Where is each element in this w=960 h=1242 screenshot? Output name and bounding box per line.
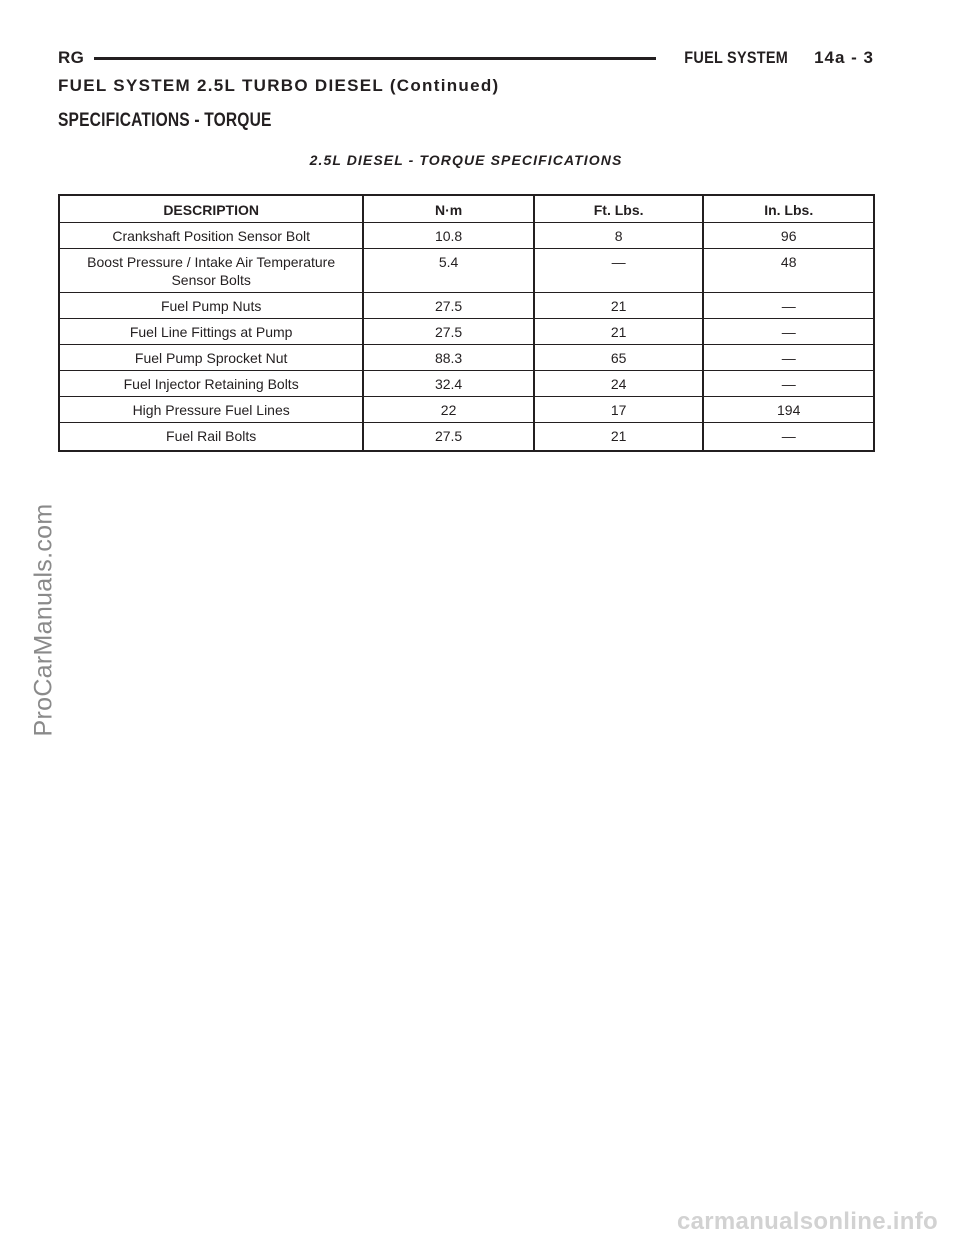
cell-ft-lbs: 21 <box>534 319 704 345</box>
col-header-in-lbs: In. Lbs. <box>703 195 874 223</box>
table-caption: 2.5L DIESEL - TORQUE SPECIFICATIONS <box>309 152 623 168</box>
cell-ft-lbs: 8 <box>534 223 704 249</box>
cell-description: Fuel Pump Sprocket Nut <box>59 345 363 371</box>
cell-nm: 88.3 <box>363 345 534 371</box>
spec-section-title: SPECIFICATIONS - TORQUE <box>58 110 272 131</box>
cell-ft-lbs: 21 <box>534 293 704 319</box>
cell-nm: 22 <box>363 397 534 423</box>
cell-nm: 32.4 <box>363 371 534 397</box>
header-rule <box>94 57 656 60</box>
cell-ft-lbs: 65 <box>534 345 704 371</box>
col-header-description: DESCRIPTION <box>59 195 363 223</box>
cell-in-lbs: — <box>703 345 874 371</box>
cell-nm: 27.5 <box>363 293 534 319</box>
cell-description: Fuel Injector Retaining Bolts <box>59 371 363 397</box>
cell-description: Fuel Pump Nuts <box>59 293 363 319</box>
cell-in-lbs: — <box>703 293 874 319</box>
table-row <box>59 345 874 371</box>
cell-description: Fuel Line Fittings at Pump <box>59 319 363 345</box>
continued-title: FUEL SYSTEM 2.5L TURBO DIESEL (Continued) <box>58 76 500 95</box>
cell-ft-lbs: 21 <box>534 423 704 452</box>
cell-in-lbs: 194 <box>703 397 874 423</box>
cell-nm: 5.4 <box>363 249 534 293</box>
cell-description: Fuel Rail Bolts <box>59 423 363 452</box>
table-row <box>59 223 874 249</box>
table-row <box>59 249 874 293</box>
table-row <box>59 397 874 423</box>
page-header <box>58 44 874 72</box>
cell-description: High Pressure Fuel Lines <box>59 397 363 423</box>
cell-ft-lbs: — <box>534 249 704 293</box>
side-watermark: ProCarManuals.com <box>29 503 58 737</box>
footer-watermark: carmanualsonline.info <box>676 1208 938 1235</box>
torque-spec-table <box>58 194 875 452</box>
cell-ft-lbs: 17 <box>534 397 704 423</box>
cell-in-lbs: — <box>703 319 874 345</box>
cell-description: Boost Pressure / Intake Air Temperature Sensor Bolts <box>59 249 363 293</box>
cell-in-lbs: 96 <box>703 223 874 249</box>
cell-nm: 10.8 <box>363 223 534 249</box>
table-row <box>59 423 874 452</box>
table-row <box>59 319 874 345</box>
col-header-nm: N·m <box>363 195 534 223</box>
cell-in-lbs: 48 <box>703 249 874 293</box>
cell-nm: 27.5 <box>363 423 534 452</box>
cell-description: Crankshaft Position Sensor Bolt <box>59 223 363 249</box>
model-code: RG <box>58 48 85 67</box>
section-name: FUEL SYSTEM <box>684 48 789 67</box>
cell-nm: 27.5 <box>363 319 534 345</box>
cell-in-lbs: — <box>703 423 874 452</box>
table-row <box>59 371 874 397</box>
page-number: 14a - 3 <box>814 48 874 67</box>
table-row <box>59 293 874 319</box>
cell-ft-lbs: 24 <box>534 371 704 397</box>
table-header-row <box>59 195 874 223</box>
col-header-ft-lbs: Ft. Lbs. <box>534 195 704 223</box>
cell-in-lbs: — <box>703 371 874 397</box>
